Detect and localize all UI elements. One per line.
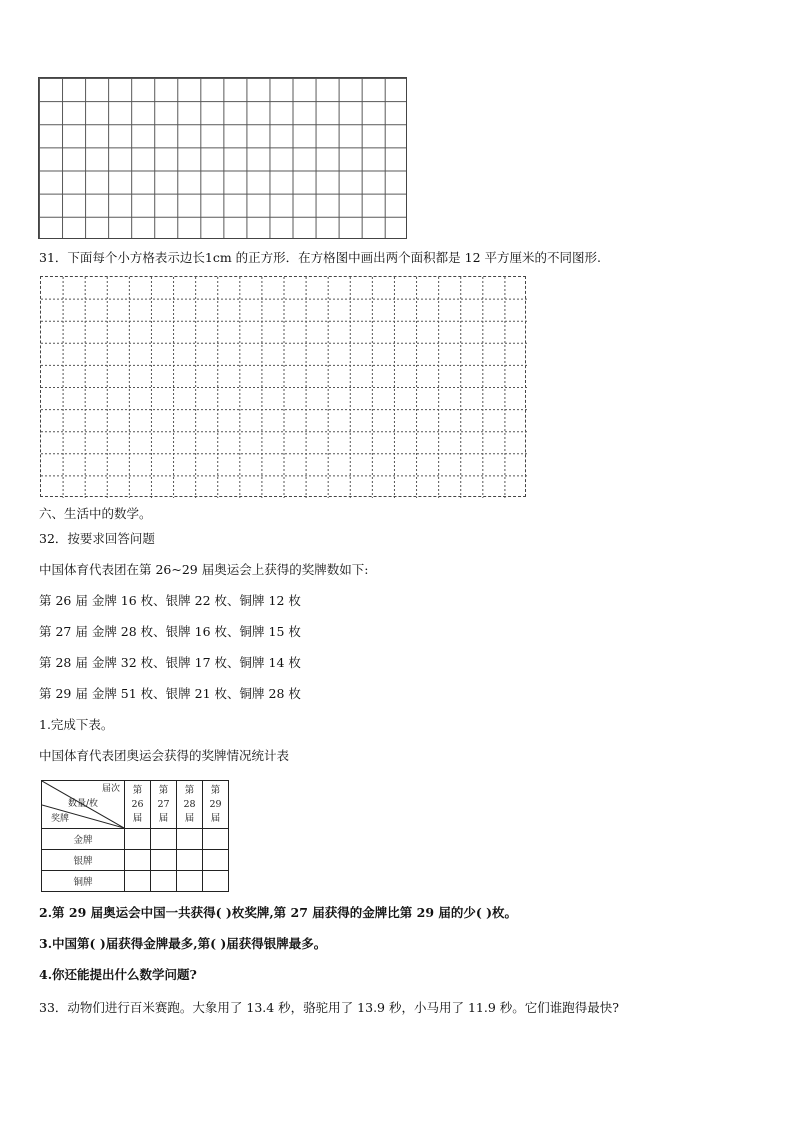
answer-cell[interactable]	[151, 871, 177, 892]
row-label-bronze: 铜牌	[42, 871, 125, 892]
table-row-bronze	[42, 871, 229, 892]
col-29-line-1: 第	[210, 784, 221, 796]
col-27-line-1: 第	[158, 784, 169, 796]
col-29-line-2: 29	[209, 798, 222, 810]
answer-cell[interactable]	[203, 871, 229, 892]
corner-label-medal: 奖牌	[51, 814, 70, 824]
answer-cell[interactable]	[151, 829, 177, 850]
table-row-silver	[42, 850, 229, 871]
answer-cell[interactable]	[125, 850, 151, 871]
col-27-line-2: 27	[157, 798, 170, 810]
medal-record-26: 第 26 届 金牌 16 枚、银牌 22 枚、铜牌 12 枚	[39, 593, 301, 608]
corner-label-quantity: 数量/枚	[68, 799, 99, 809]
question-32-intro: 中国体育代表团在第 26~29 届奥运会上获得的奖牌数如下:	[39, 562, 369, 577]
col-28-line-1: 第	[184, 784, 195, 796]
answer-cell[interactable]	[177, 829, 203, 850]
column-header-29	[203, 781, 229, 829]
col-26-line-3: 届	[132, 812, 143, 824]
dashed-grid-lines	[41, 277, 527, 498]
col-28-line-2: 28	[183, 798, 196, 810]
answer-cell[interactable]	[203, 829, 229, 850]
row-label-silver: 银牌	[42, 850, 125, 871]
question-31: 31．下面每个小方格表示边长1cm 的正方形．在方格图中画出两个面积都是 12 平方厘米的不同图形.	[39, 250, 602, 265]
answer-cell[interactable]	[151, 850, 177, 871]
col-26-line-2: 26	[131, 798, 144, 810]
col-28-line-3: 届	[184, 812, 195, 824]
column-header-26	[125, 781, 151, 829]
table-row-gold	[42, 829, 229, 850]
medal-record-27: 第 27 届 金牌 28 枚、银牌 16 枚、铜牌 15 枚	[39, 624, 301, 639]
col-29-line-3: 届	[210, 812, 221, 824]
row-label-gold: 金牌	[42, 829, 125, 850]
col-26-line-1: 第	[132, 784, 143, 796]
section-6-title: 六、生活中的数学。	[39, 506, 152, 521]
sub-question-3: 3.中国第( )届获得金牌最多,第( )届获得银牌最多。	[39, 936, 327, 951]
sub-question-4: 4.你还能提出什么数学问题?	[39, 967, 197, 982]
column-header-27	[151, 781, 177, 829]
question-33: 33．动物们进行百米赛跑。大象用了 13.4 秒，骆驼用了 13.9 秒，小马用了 11.9 秒。它们谁跑得最快?	[39, 1000, 619, 1015]
dashed-square-grid[interactable]	[40, 276, 526, 497]
answer-cell[interactable]	[177, 850, 203, 871]
answer-cell[interactable]	[203, 850, 229, 871]
diagonal-header-cell	[42, 781, 125, 829]
answer-cell[interactable]	[125, 829, 151, 850]
square-grid-top	[38, 77, 407, 239]
medal-record-28: 第 28 届 金牌 32 枚、银牌 17 枚、铜牌 14 枚	[39, 655, 301, 670]
answer-cell[interactable]	[125, 871, 151, 892]
sub-question-1: 1.完成下表。	[39, 717, 114, 732]
medal-statistics-table	[41, 780, 229, 892]
col-27-line-3: 届	[158, 812, 169, 824]
medal-record-29: 第 29 届 金牌 51 枚、银牌 21 枚、铜牌 28 枚	[39, 686, 301, 701]
sub-question-2: 2.第 29 届奥运会中国一共获得( )枚奖牌,第 27 届获得的金牌比第 29 届的少( )枚。	[39, 905, 518, 920]
table-header-row	[42, 781, 229, 829]
corner-label-session: 届次	[101, 784, 120, 794]
table-title: 中国体育代表团奥运会获得的奖牌情况统计表	[39, 748, 290, 763]
column-header-28	[177, 781, 203, 829]
question-32-title: 32．按要求回答问题	[39, 531, 155, 546]
answer-cell[interactable]	[177, 871, 203, 892]
